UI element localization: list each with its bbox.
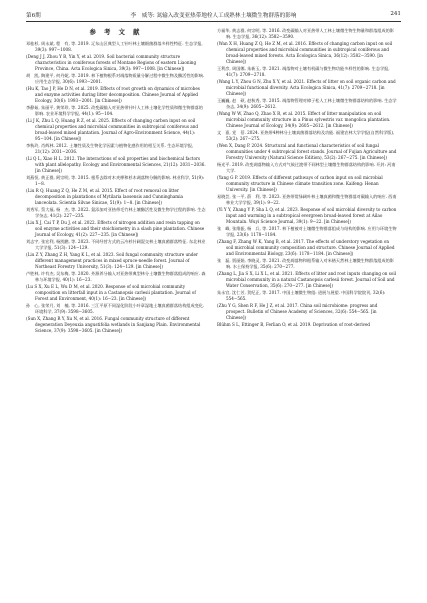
reference-entry: Blühm S L, Ettinger B, Ferlian O, et al. 2019. Deprivation of root-derived [217, 322, 371, 328]
right-reference-list [217, 28, 397, 328]
reference-entry: 刘秀军, 蔡大福, 杨 杰, 等. 2022. 氮添加对亚热带毛竹林土壤酶活性及微生物学过程的影响. 生态学杂志, 41(2): 227−235. [26, 206, 206, 218]
reference-entry: (Hu K, Tao J P, He D N, et al. 2019. Effects of root growth on dynamics of microbes and enzyme activities during litter decomposition. Chinese Journal of Applied Ecology, 30(6): 1993−2001. [in Chinese]) [26, 86, 200, 103]
reference-entry: (Wang W W, Zhao Q, Zhao X R, et al. 2015. Effect of litter manipulation on soil microbial community structure in a Pinus sylvestris var. mongolica plantation. Chinese Journal of Ecology, 34(9): 2605−2612. [in Chinese]) [217, 111, 391, 128]
reference-entry: (Wen X, Dang P. 2024. Structural and functional characteristics of soil fungal communities under 4 subtropical forest stands. Journal of Fujian Agriculture and Forestry University (Natural Science Edition), 53(2): 267−275. [in Chinese]) [217, 143, 397, 160]
right-column [217, 28, 397, 329]
issue-number: 第6期 [26, 13, 41, 19]
reference-entry: 卢胜林, 许有杰, 吴东梅, 等. 2020. 外源养分输入对亚热带典型林分土壤微生物群落组成的响应. 森林与环境学报, 40(1): 16−23. [26, 271, 206, 282]
reference-entry: 李静茹, 朱丽平, 黄荣珍, 等. 2025. 改变碳输入对亚热带针叶人工林土壤化学性质和微生物群落的影响. 农业环境科学学报, 44(1): 95−104. [26, 104, 203, 116]
reference-entry: (Liu Z Y, Zhang Z H, Yang K L, et al. 2023. Soil fungal community structure under different management practices in mixed spruce-needle forest. Journal of Northeast Forestry University, 51(3): 124−129. [in Chinese]) [26, 252, 198, 269]
reference-entry: (Liu R Q, Huang Z Q, He Z M, et al. 2015. Effect of root removal on litter decomposition in plantations of Mytilaria laosensis and Cunninghamia lanceolata. Scientia Silvae Sinicae, 51(9): 1−8. [in Chinese]) [26, 188, 184, 205]
running-title: 李 威等: 氮输入改变亚热带地栓人工成熟林土壤微生物群落的影响 [130, 13, 297, 19]
left-reference-list [26, 41, 206, 334]
reference-entry: 刘志宇, 张宏利, 杨凯鹏, 等. 2023. 不同经营方式的云冷杉针阔混交林土壤真菌群落特征. 东北林业大学学报, 51(3): 124−129. [26, 239, 206, 250]
reference-entry: 张 峰, 张维振, 杨 兵, 等. 2017. 林下植被对土壤微生物群落组成与结构的影响. 应用与环境生物学报, 23(6): 1178−1184. [217, 226, 397, 237]
reference-entry: 刘燕恒, 黄正群, 阿宗明, 等. 2015. 根系去除对木麦桦和杉木凋落物分解的影响. 林业科学, 51(9): 1−8. [26, 174, 205, 186]
reference-entry: (Li Q L, Xiao H L. 2012. The interactions of soil properties and biochemical factors with plant allelopathy. Ecology and Environmental Sciences, 21(12): 2031−2036. [in Chinese]) [26, 155, 206, 173]
reference-entry: (Wang L Y, Zhou G N, Zhu X Y, et al. 2021. Effects of litter on soil organic carbon and microbial functional diversity. Acta Ecologica Sinica, 41(7): 2709−2718. [in Chinese]) [217, 79, 396, 96]
reference-entry: (Liu X J, Cai T P, Du J, et al. 2022. Effects of nitrogen addition and resin tapping on soil enzyme activities and their stoichiometry in a slash pine plantation. Chinese Journal of Ecology, 41(2): 227−235. [in Chinese]) [26, 220, 205, 237]
reference-entry: (Lu S X, Xu E L, Wu D M, et al. 2020. Response of soil microbial community composition on litterfall input in a Castanopsis carlesii plantation. Journal of Forest and Environment, 40(1): 16−23. [in Chinese]) [26, 284, 196, 301]
reference-entry: (Sun X, Zhang R Y, Xu N, et al. 2016. Fungal community structure of different degeneration Deyeuxia angustifolia wetlands in Sanjiang Plain. Environmental Science, 37(9): 3598−3605. [in Chinese]) [26, 316, 201, 333]
reference-entry: (Yi Y Y, Zhang Y P, Sha L Q, et al. 2023. Response of soil microbial diversity to carbon input and warming in a subtropical evergreen broad-leaved forest at Ailao Mountain. Wuyi Science Journal, 39(1): 9−22. [in Chinese]) [217, 207, 397, 224]
page-number: 241 [390, 11, 401, 17]
left-column [26, 28, 206, 335]
reference-entry: 张 磊, 贾丽娟, 李晓灵, 等. 2021. 改变凋落物和根系输入对米楮天然林土壤微生物群落组成的影响. 水土保持学报, 35(6): 270−277. [217, 258, 394, 270]
reference-entry: 杨光平. 2019. 改变凋落物输入方式对气候过渡带不同林型土壤微生物群落结构的影响. 开封: 河南大学. [217, 162, 396, 173]
reference-entry: (Li J K, Zhu L Q, Huang R Z, et al. 2025. Effects of changing carbon input on soil chemical properties and microbial communities in subtropical coniferous and broad-leaved mixed plantation. Journal of Agro-Environment Science, 44(1): 95−104. [in Chinese]) [26, 118, 199, 141]
reference-entry: 孙 心, 张荣月, 刘 楠, 等. 2016. 三江平原不同湿化阶段小叶章湿地土壤真菌群落结构组成变化. 环境科学, 37(9): 3598−3605. [26, 303, 205, 314]
running-header [26, 7, 401, 22]
reference-entry: 王利彦, 周国娜, 朱新玉, 等. 2021. 凋落物对土壤有机碳与微生物功能多样性的影响. 生态学报, 41(7): 2709−2718. [217, 65, 390, 77]
reference-entry: 易晓芸, 张一平, 薛 利, 等. 2023. 亚热带常绿阔叶林土壤真菌和微生物群落对碳输入的响应. 西南林业大学学报, 39(1): 9−22. [217, 194, 397, 205]
reference-entry: (Deng J J, Zhou Y B, Yin Y, et al. 2019. Soil bacterial community structure characteristics in coniferous forests of Montane Regions of eastern Liaoning Province, China. Acta Ecologica Sinica, 39(3): 997−1008. [in Chinese]) [26, 53, 197, 71]
reference-entry: (Zhang F, Zhang W K, Yang B, et al. 2017. The effects of understory vegetation on soil microbial community composition and structure. Chinese Journal of Applied and Environmental Biology, 23(6): 1178−1184. [in Chinese]) [217, 239, 395, 256]
references-heading: 参 考 文 献 [89, 29, 143, 36]
reference-entry: (Zhu Y G, Shen R F, He J Z, et al. 2017. China soil microbiome: progress and prospect. Bulletin of Chinese Academy of Sciences, 32(6): 554−565. [in Chinese]) [217, 303, 378, 321]
reference-entry: (Yang G P. 2019. Effects of different pathways of carbon input on soil microbial community structure in Chinese climate transition zone. Kaifeng: Henan University. [in Chinese]) [217, 175, 383, 192]
reference-entry: 方福华, 黄志群, 何宗明, 等. 2016. 改变碳输入对亚热带人工林土壤微生物生物量和群落组成的影响. 生态学报, 36(12): 3582−3590. [217, 28, 394, 39]
reference-entry: 邓桂杉, 周永斌, 程 有, 等. 2019. 辽东山区典型人工针叶林土壤细菌群落多样性特征. 生态学报, 39(3): 997−1008. [26, 40, 203, 52]
reference-entry: 李秋玲, 肖辉林. 2012. 土壤性质及生物化学因素与植物化感作用的相互关系. 生态环境学报, 21(12): 2031−2036. [26, 142, 194, 154]
reference-entry: 胡 凯, 陶建平, 何丹妮, 等. 2019. 林下植物根系对凋落物质量分解过程中微生物及酶活性的影响. 应用生态学报, 30(6): 1993−2001. [26, 72, 205, 84]
reference-entry: (Zhang L, Jia S X, Li X L, et al. 2021. Effects of litter and root inputs changing on soil microbial community in a natural Castanopsis carlesii forest. Journal of Soil and Water Conservation, 35(6): 270−277. [in Chinese]) [217, 271, 397, 288]
reference-entry: (Wan X H, Huang Z Q, He Z M, et al. 2016. Effects of changing carbon input on soil chemical properties and microbial communities in subtropical coniferous and broad-leaved mixed forests. Acta Ecologica Sinica, 36(12): 3582−3590. [in Chinese]) [217, 41, 393, 64]
reference-entry: 王巍巍, 赵 硕, 赵秋秀, 等. 2015. 凋落物管理对樟子松人工林土壤微生物群落结构的影响. 生态学杂志, 34(9): 2605−2612. [217, 97, 397, 109]
reference-entry: 朱永官, 沈仁芳, 贺纪正, 等. 2017. 中国土壤微生物组: 进展与展望. 中国科学院院刊, 32(6): 554−565. [217, 290, 386, 302]
reference-entry: 文 嘉, 党 蓓. 2024. 亚热带4种林分土壤真菌群落结构及功能. 福建农林大学学报(自然科学版), 53(2): 267−275. [217, 130, 395, 141]
